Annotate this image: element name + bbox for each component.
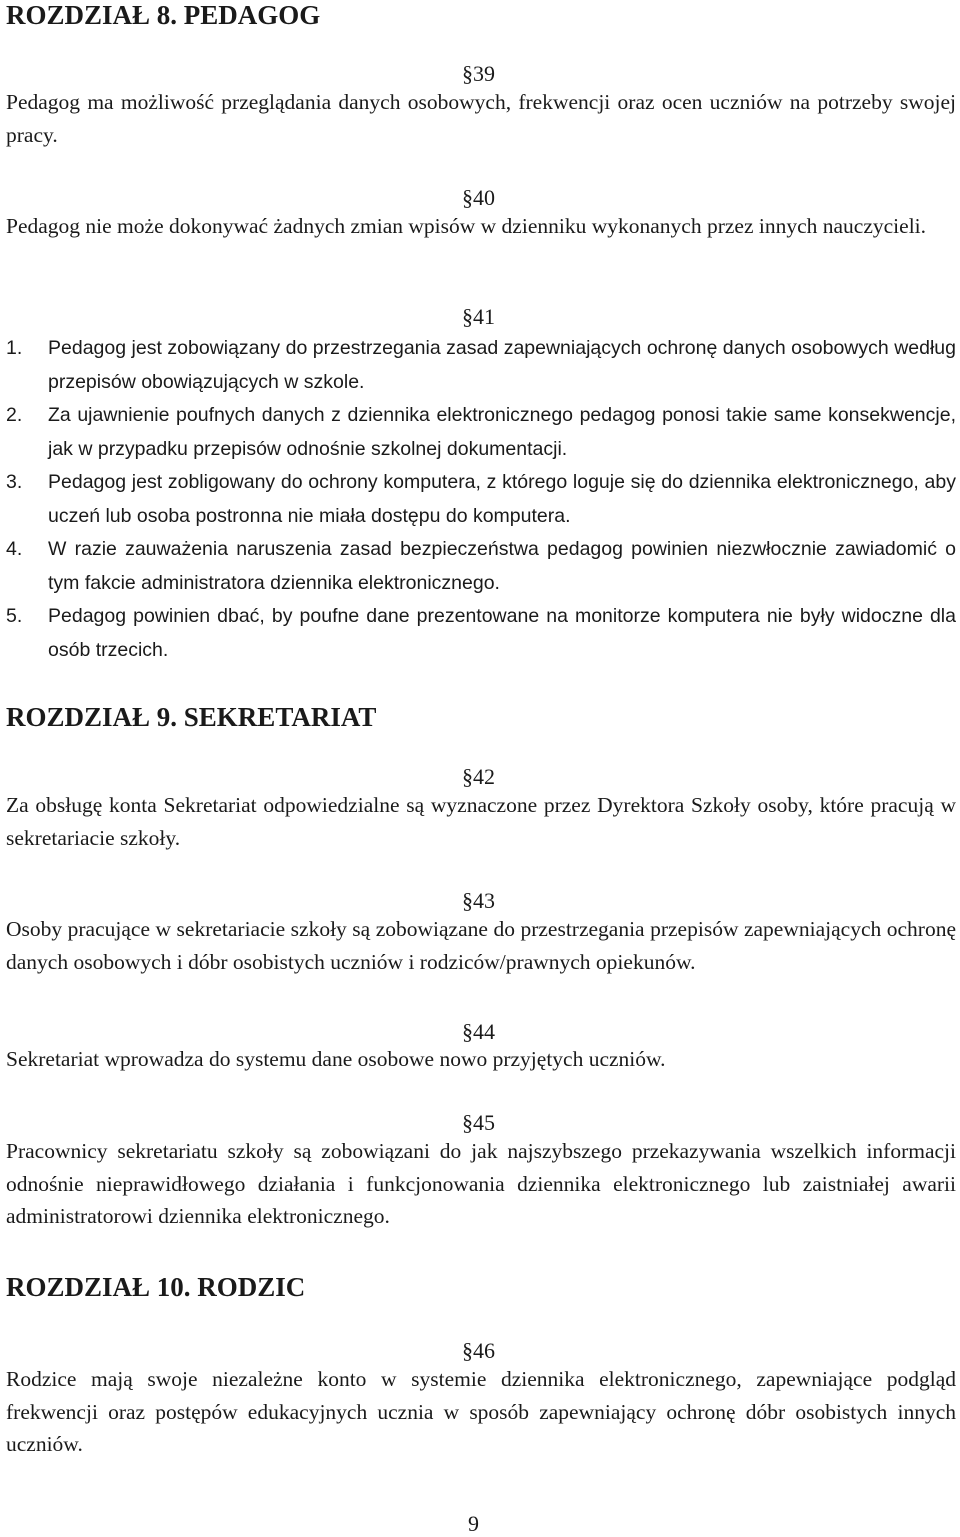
section-number-39: §39 [462, 61, 495, 86]
section-number-41: §41 [462, 304, 495, 329]
section-40-text: Pedagog nie może dokonywać żadnych zmian wpisów w dzienniku wykonanych przez innych nauczycieli. [6, 214, 927, 238]
item-number: 2. [6, 404, 23, 426]
section-39-text: Pedagog ma możliwość przeglądania danych osobowych, frekwencji oraz ocen uczniów na potrzeby swojej pracy. [6, 90, 956, 147]
item-text: Pedagog jest zobligowany do ochrony komputera, z którego loguje się do dziennika elektronicznego, aby uczeń lub osoba postronna nie miała dostępu do komputera. [48, 471, 956, 527]
section-43-text: Osoby pracujące w sekretariacie szkoły są zobowiązane do przestrzegania przepisów zapewniających ochronę danych osobowych i dóbr osobistych uczniów i rodziców/prawnych opiekunów. [6, 917, 956, 974]
section-number-45: §45 [462, 1110, 495, 1135]
section-41-item [6, 599, 956, 667]
section-41-item [6, 532, 956, 600]
section-41-item [6, 398, 956, 466]
section-number-44: §44 [462, 1019, 495, 1044]
chapter-heading-8: ROZDZIAŁ 8. PEDAGOG [6, 0, 321, 30]
page-number: 9 [468, 1511, 479, 1536]
section-number-42: §42 [462, 764, 495, 789]
item-number: 1. [6, 337, 23, 359]
section-41-item [6, 465, 956, 533]
chapter-heading-9: ROZDZIAŁ 9. SEKRETARIAT [6, 702, 377, 732]
item-text: W razie zauważenia naruszenia zasad bezpieczeństwa pedagog powinien niezwłocznie zawiadomić o tym fakcie administratora dziennika elektronicznego. [48, 538, 956, 594]
section-42-text: Za obsługę konta Sekretariat odpowiedzialne są wyznaczone przez Dyrektora Szkoły osoby, które pracują w sekretariacie szkoły. [6, 793, 956, 850]
item-text: Za ujawnienie poufnych danych z dziennika elektronicznego pedagog ponosi takie same konsekwencje, jak w przypadku przepisów odnośnie szkolnej dokumentacji. [48, 404, 956, 460]
item-text: Pedagog powinien dbać, by poufne dane prezentowane na monitorze komputera nie były widoczne dla osób trzecich. [48, 605, 956, 661]
section-number-46: §46 [462, 1338, 495, 1363]
section-44-text: Sekretariat wprowadza do systemu dane osobowe nowo przyjętych uczniów. [6, 1047, 666, 1071]
item-text: Pedagog jest zobowiązany do przestrzegania zasad zapewniających ochronę danych osobowych według przepisów obowiązujących w szkole. [48, 337, 956, 393]
section-number-43: §43 [462, 888, 495, 913]
item-number: 3. [6, 471, 23, 493]
item-number: 4. [6, 538, 23, 560]
section-number-40: §40 [462, 185, 495, 210]
item-number: 5. [6, 605, 23, 627]
chapter-heading-10: ROZDZIAŁ 10. RODZIC [6, 1272, 306, 1302]
section-41-item [6, 331, 956, 399]
section-45-text: Pracownicy sekretariatu szkoły są zobowiązani do jak najszybszego przekazywania wszelkich informacji odnośnie nieprawidłowego działania i funkcjonowania dziennika elektronicznego lub zaistniałej awarii administratorowi dziennika elektronicznego. [6, 1139, 956, 1228]
section-46-text: Rodzice mają swoje niezależne konto w systemie dziennika elektronicznego, zapewniające podgląd frekwencji oraz postępów edukacyjnych ucznia w sposób zapewniający ochronę dóbr osobistych innych uczniów. [6, 1367, 956, 1456]
